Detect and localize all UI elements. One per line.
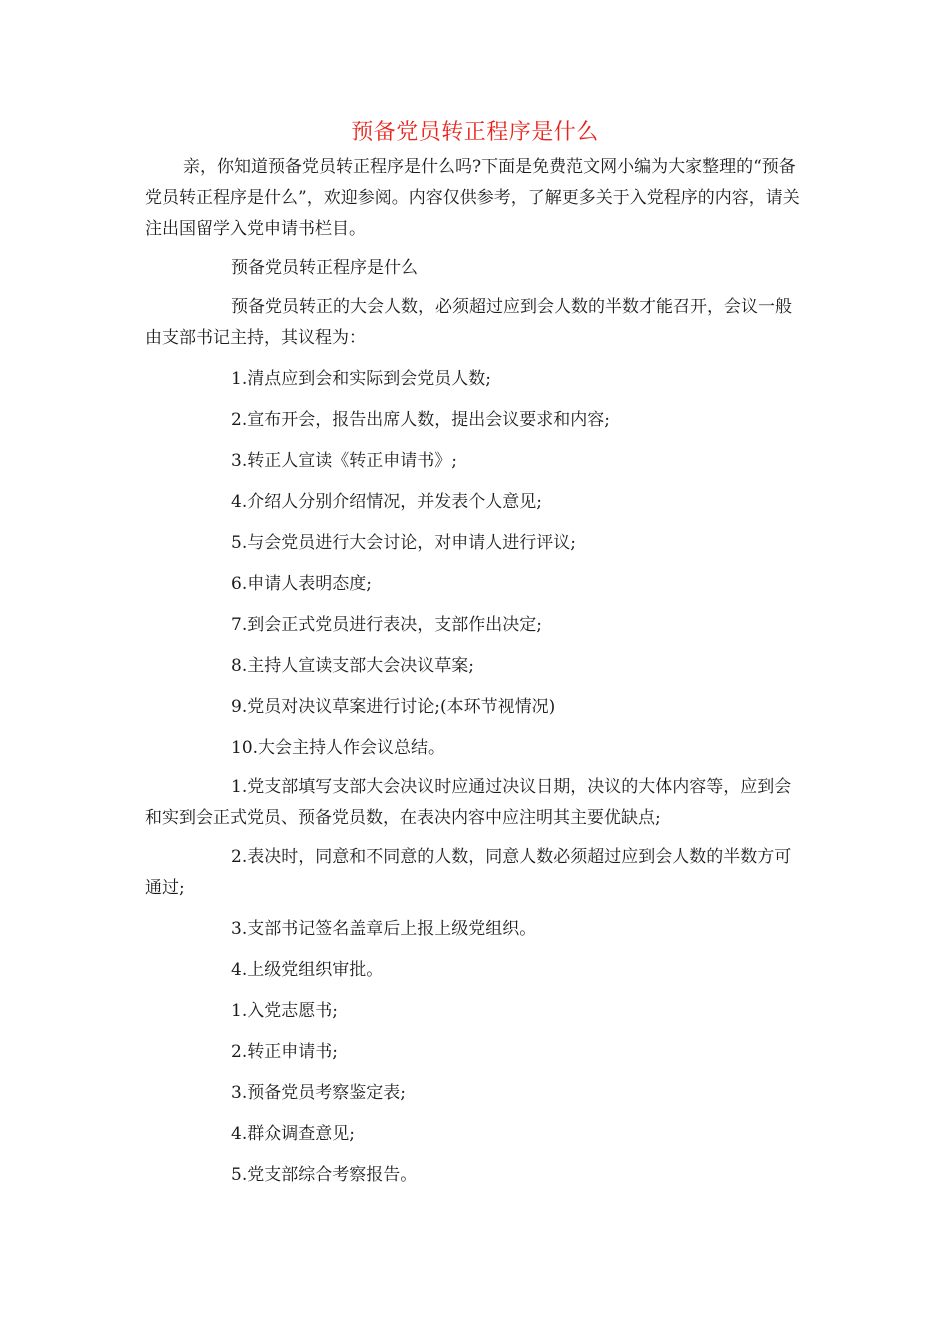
- intro-paragraph: 亲，你知道预备党员转正程序是什么吗?下面是免费范文网小编为大家整理的“预备党员转正程序是什么”，欢迎参阅。内容仅供参考，了解更多关于入党程序的内容，请关注出国留学入党申请书栏目。: [145, 157, 800, 239]
- agenda-item: 8.主持人宣读支部大会决议草案;: [231, 656, 474, 676]
- note-item: 4.上级党组织审批。: [231, 960, 384, 980]
- note-paragraph: 1.党支部填写支部大会决议时应通过决议日期，决议的大体内容等，应到会和实到会正式党员、预备党员数，在表决内容中应注明其主要优缺点;: [145, 777, 792, 828]
- material-item: 2.转正申请书;: [231, 1042, 338, 1062]
- agenda-item: 3.转正人宣读《转正申请书》;: [231, 451, 457, 471]
- agenda-item: 6.申请人表明态度;: [231, 574, 372, 594]
- agenda-item: 1.清点应到会和实际到会党员人数;: [231, 369, 491, 389]
- agenda-item: 10.大会主持人作会议总结。: [231, 738, 446, 758]
- note-item: 3.支部书记签名盖章后上报上级党组织。: [231, 919, 537, 939]
- material-item: 4.群众调查意见;: [231, 1124, 355, 1144]
- material-item: 5.党支部综合考察报告。: [231, 1165, 418, 1185]
- material-item: 3.预备党员考察鉴定表;: [231, 1083, 406, 1103]
- agenda-item: 9.党员对决议草案进行讨论;(本环节视情况): [231, 697, 556, 717]
- material-item: 1.入党志愿书;: [231, 1001, 338, 1021]
- agenda-item: 7.到会正式党员进行表决，支部作出决定;: [231, 615, 542, 635]
- agenda-item: 2.宣布开会，报告出席人数，提出会议要求和内容;: [231, 410, 610, 430]
- agenda-item: 5.与会党员进行大会讨论，对申请人进行评议;: [231, 533, 576, 553]
- agenda-item: 4.介绍人分别介绍情况，并发表个人意见;: [231, 492, 542, 512]
- meeting-intro-paragraph: 预备党员转正的大会人数，必须超过应到会人数的半数才能召开，会议一般由支部书记主持，其议程为：: [145, 297, 792, 348]
- subheading: 预备党员转正程序是什么: [231, 258, 418, 278]
- document-title: 预备党员转正程序是什么: [351, 120, 599, 145]
- note-paragraph: 2.表决时，同意和不同意的人数，同意人数必须超过应到会人数的半数方可通过;: [145, 847, 792, 898]
- document-body: [145, 152, 807, 1191]
